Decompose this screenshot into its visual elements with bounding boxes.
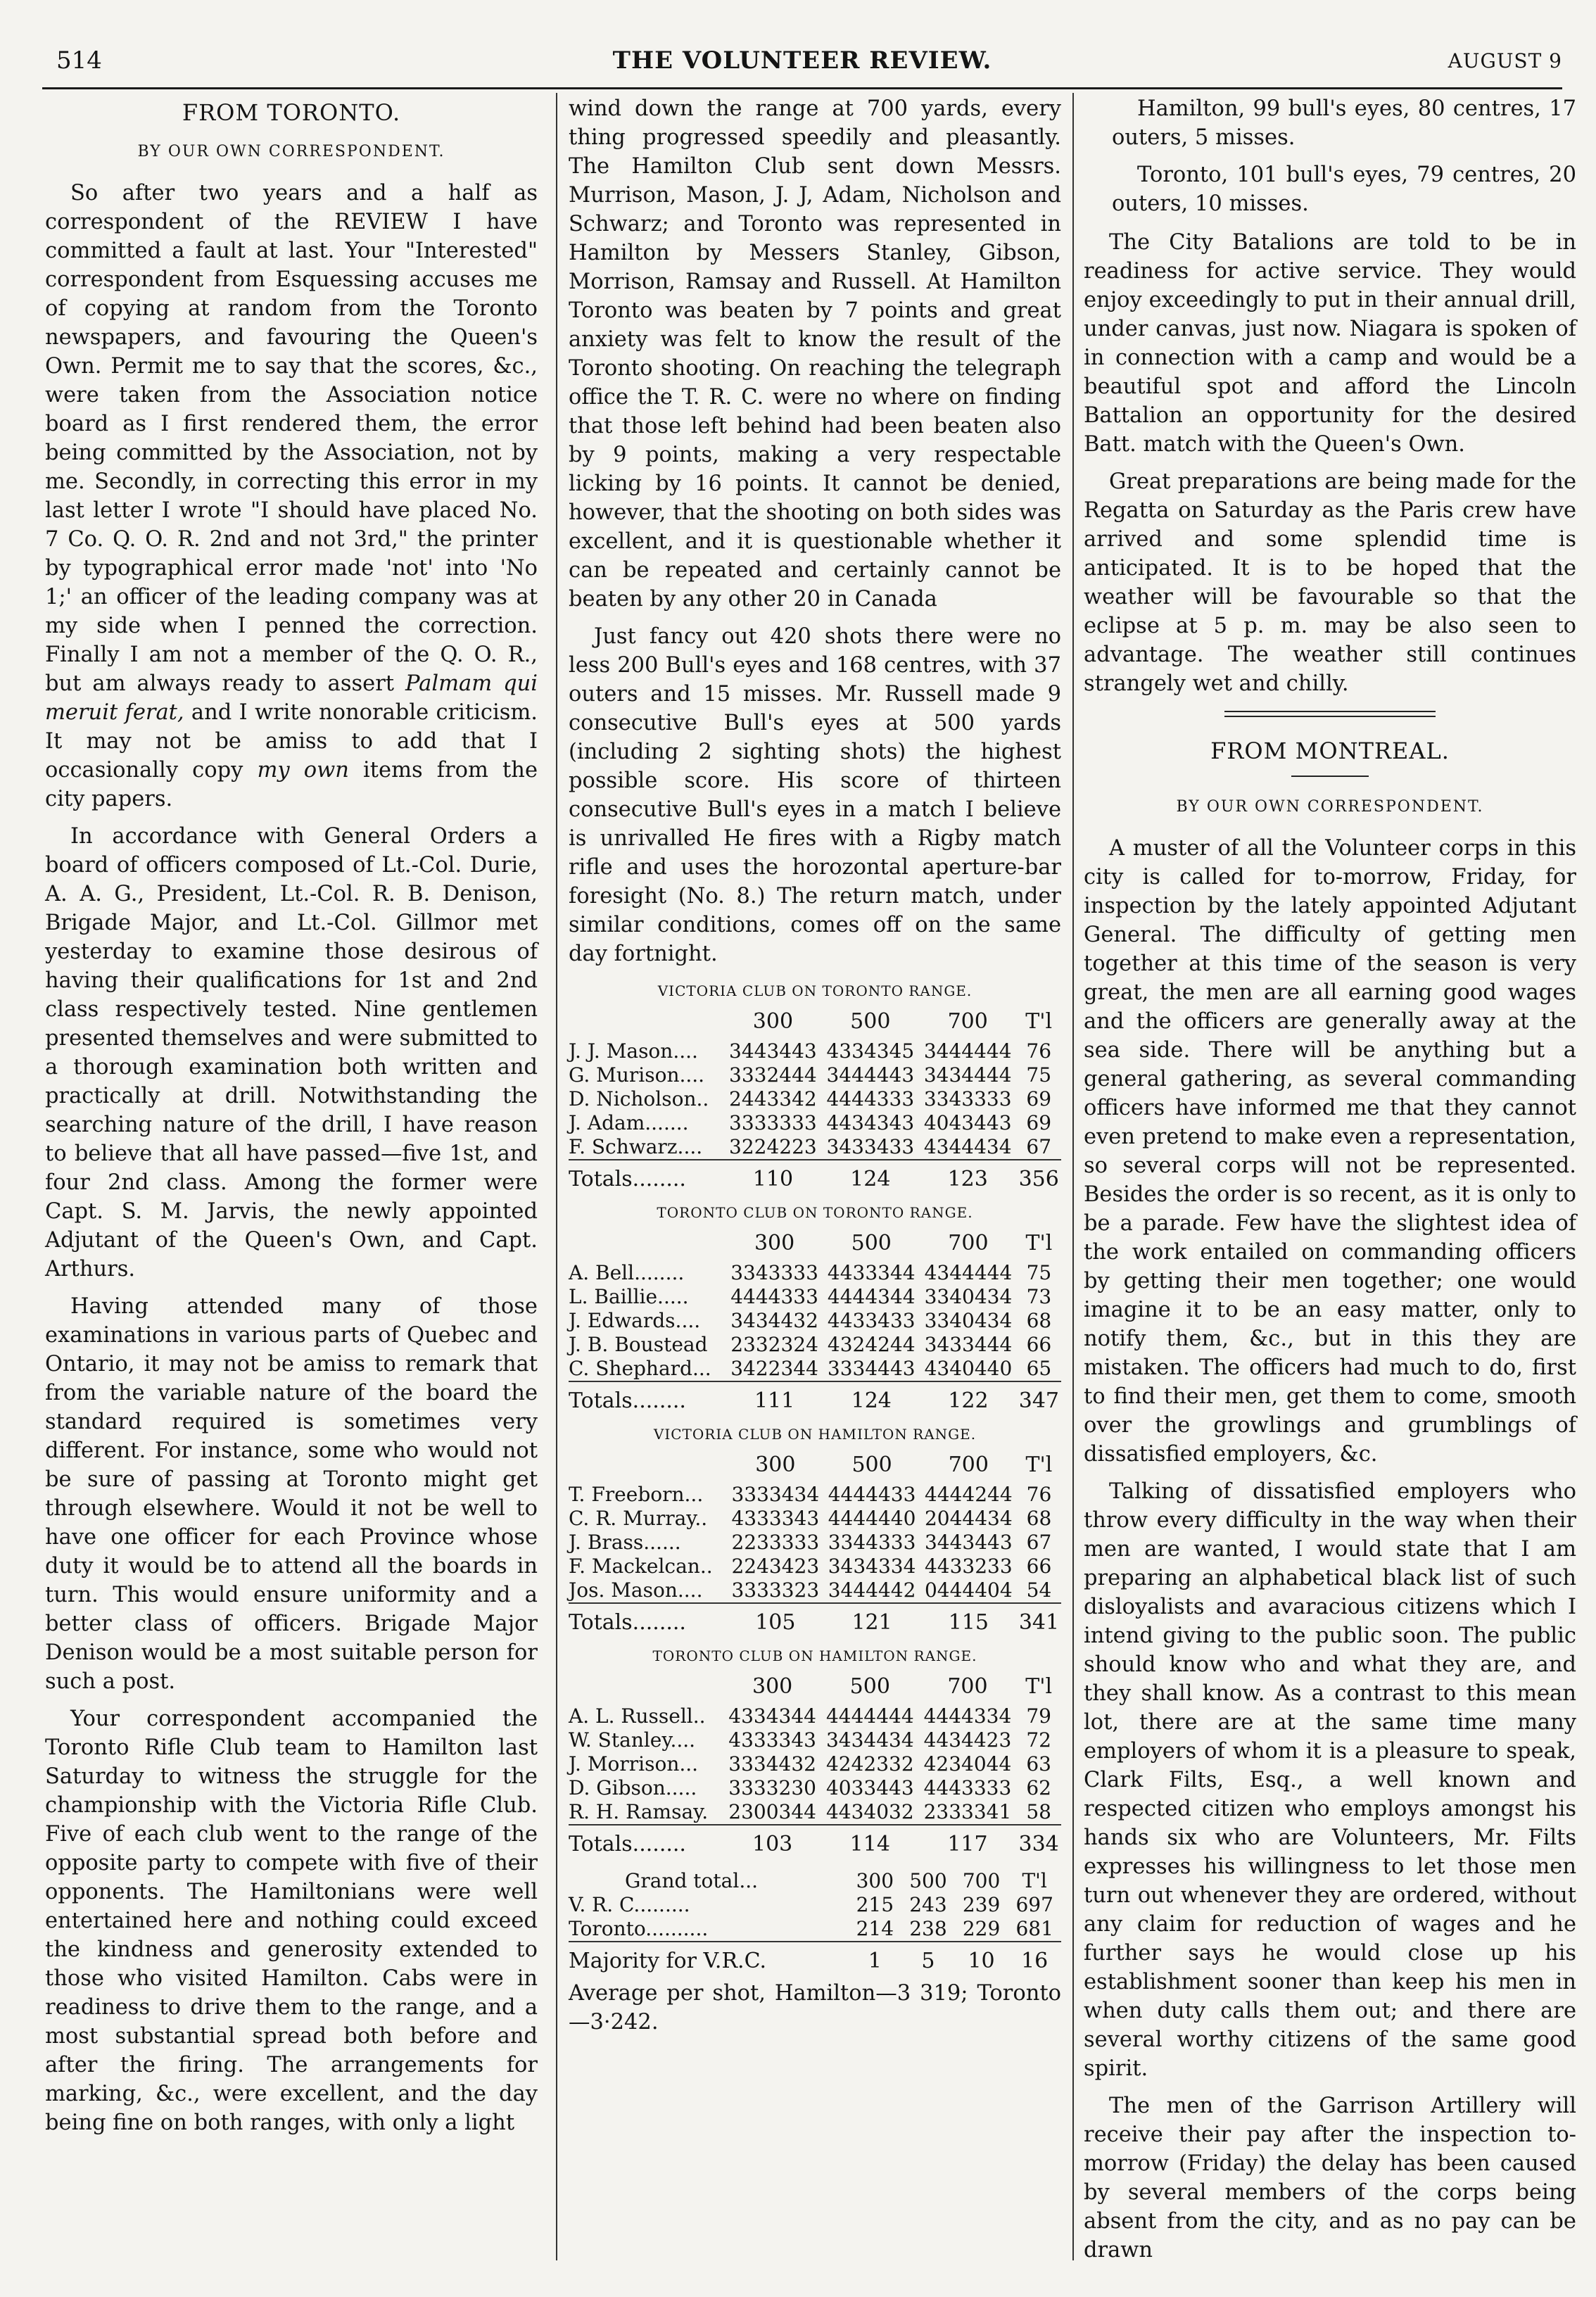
- summary-cell: 700: [962, 1869, 1001, 1892]
- summary-cell: 215: [856, 1893, 894, 1916]
- score-cell: 3443443: [924, 1531, 1013, 1554]
- score-table: [569, 1232, 1061, 1416]
- score-cell: 3224223: [729, 1135, 817, 1158]
- score-cell: 3333434: [731, 1483, 820, 1506]
- score-cell: 4324244: [827, 1333, 916, 1356]
- paragraph: The men of the Garrison Artillery will receive their pay after the inspection to-morrow (Friday) the delay has been caused by several members of the corps being absent from the city, and as no pay can be drawn: [1084, 2094, 1576, 2263]
- score-cell: 0444404: [924, 1578, 1013, 1602]
- score-cell: T'l: [1025, 1009, 1053, 1034]
- score-cell: 3340434: [924, 1309, 1013, 1332]
- score-cell: 347: [1017, 1381, 1061, 1416]
- shooter-name: J. Adam.......: [569, 1111, 689, 1134]
- score-cell: 3433444: [924, 1333, 1013, 1356]
- score-cell: 3343333: [730, 1261, 818, 1284]
- score-cell: 4234044: [923, 1752, 1012, 1776]
- score-cell: 75: [1026, 1063, 1052, 1087]
- publication-title: THE VOLUNTEER REVIEW.: [612, 46, 992, 75]
- score-cell: 4433433: [827, 1309, 916, 1332]
- score-table-caption: TORONTO CLUB ON HAMILTON RANGE.: [652, 1647, 977, 1664]
- column-divider-1: [556, 93, 557, 2260]
- table-row: [569, 1381, 1061, 1416]
- table-row: [569, 1776, 1061, 1800]
- issue-date: AUGUST 9: [1448, 49, 1562, 72]
- score-cell: 3344333: [828, 1531, 916, 1554]
- shooter-name: Totals........: [569, 1825, 723, 1859]
- score-cell: T'l: [1025, 1674, 1053, 1699]
- paragraph: The City Batalions are told to be in readiness for active service. They would enjoy exceedingly to put in their annual drill, under canvas, just now. Niagara is spoken of in connection with a camp and would be a beautiful spot and afford the Lincoln Battalion an opportunity for the desired Batt. match with the Queen's Own.: [1084, 230, 1576, 457]
- table-row: [569, 1704, 1061, 1728]
- heading-rule: [1291, 776, 1369, 777]
- score-cell: 2443342: [729, 1087, 817, 1110]
- shooter-name: D. Gibson.....: [569, 1776, 697, 1799]
- paragraph: Your correspondent accompanied the Toronto Rifle Club team to Hamilton last Saturday to witness the struggle for the championship with the Victoria Rifle Club. Five of each club went to the range of the opposite party to compete with five of their opponents. The Hamiltonians were well entertained here and nothing could exceed the kindness and generosity extended to those who visited Hamilton. Cabs were in readiness to drive them to the range, and a most substantial spread both before and after the firing. The arrangements for marking, &c., were excellent, and the day being fine on both ranges, with only a light: [45, 1707, 538, 2135]
- score-cell: 3334443: [827, 1357, 916, 1380]
- score-cell: 334: [1016, 1825, 1061, 1859]
- score-cell: 123: [919, 1160, 1016, 1194]
- shooter-name: Totals........: [569, 1160, 724, 1194]
- shooter-name: T. Freeborn...: [569, 1483, 704, 1506]
- score-cell: 4043443: [923, 1111, 1012, 1134]
- score-cell: 4344444: [924, 1261, 1013, 1284]
- table-row: [569, 1752, 1061, 1776]
- table-row: [569, 1111, 1061, 1135]
- summary-cell: 16: [1008, 1942, 1061, 1976]
- score-cell: 4444433: [828, 1483, 916, 1506]
- score-cell: 300: [755, 1453, 796, 1477]
- shooter-name: J. J. Mason....: [569, 1039, 698, 1063]
- table-row: [569, 1453, 1061, 1483]
- score-cell: 63: [1026, 1752, 1051, 1776]
- score-table-caption: VICTORIA CLUB ON HAMILTON RANGE.: [653, 1426, 977, 1443]
- score-cell: 4333343: [728, 1728, 816, 1752]
- score-cell: 4444344: [827, 1285, 916, 1308]
- score-cell: T'l: [1025, 1453, 1053, 1477]
- shooter-name: A. L. Russell..: [569, 1704, 706, 1728]
- shooter-name: L. Baillie.....: [569, 1285, 689, 1308]
- shooter-name: [569, 1453, 727, 1483]
- score-cell: 3422344: [730, 1357, 818, 1380]
- summary-cell: 500: [909, 1869, 947, 1892]
- score-cell: 67: [1026, 1531, 1052, 1554]
- score-cell: 300: [752, 1674, 793, 1699]
- score-tables: [569, 977, 1061, 1859]
- score-cell: 68: [1026, 1507, 1052, 1530]
- score-cell: 4444333: [730, 1285, 818, 1308]
- shooter-name: J. Morrison...: [569, 1752, 699, 1776]
- score-cell: 700: [948, 1453, 989, 1477]
- table-row: [569, 1285, 1061, 1309]
- score-cell: 500: [850, 1009, 891, 1034]
- score-cell: 3444443: [826, 1063, 915, 1087]
- summary-label: Grand total...: [625, 1869, 759, 1892]
- shooter-name: R. H. Ramsay.: [569, 1800, 709, 1823]
- score-cell: 500: [851, 1453, 892, 1477]
- score-table-caption: VICTORIA CLUB ON TORONTO RANGE.: [657, 982, 973, 999]
- score-cell: 3340434: [924, 1285, 1013, 1308]
- score-cell: 4433344: [827, 1261, 916, 1284]
- shot-summary-line: Toronto, 101 bull's eyes, 79 centres, 20 outers, 10 misses.: [1112, 163, 1576, 216]
- score-cell: 700: [947, 1009, 988, 1034]
- score-cell: 3434334: [828, 1555, 916, 1578]
- score-cell: 3443443: [729, 1039, 817, 1063]
- page-number: 514: [56, 46, 102, 75]
- score-cell: 2332324: [730, 1333, 818, 1356]
- paragraph: wind down the range at 700 yards, every thing progressed speedily and pleasantly. The Hamilton Club sent down Messrs. Murrison, Mason, J. J, Adam, Nicholson and Schwarz; and Toronto was represented in Hamilton by Messers Stanley, Gibson, Morrison, Ramsay and Russell. At Hamilton Toronto was beaten by 7 points and great anxiety was felt to know the result of the Toronto shooting. On reaching the telegraph office the T. R. C. were no where on finding that those left behind had been beaten also by 9 points, making a very respectable licking by 16 points. It cannot be denied, however, that the shooting on both sides was excellent, and it is questionable whether it can be repeated and certainly cannot be beaten by any other 20 in Canada: [569, 96, 1061, 612]
- score-table-caption: TORONTO CLUB ON TORONTO RANGE.: [657, 1204, 973, 1221]
- score-cell: 79: [1026, 1704, 1051, 1728]
- shooter-name: [569, 1675, 723, 1704]
- shooter-name: A. Bell........: [569, 1261, 685, 1284]
- score-cell: 4444333: [826, 1087, 915, 1110]
- score-cell: 72: [1026, 1728, 1051, 1752]
- score-cell: 124: [822, 1160, 919, 1194]
- score-cell: 76: [1026, 1039, 1052, 1063]
- page-header: [42, 42, 1562, 79]
- summary-cell: 239: [962, 1893, 1001, 1916]
- column-divider-2: [1072, 93, 1074, 2260]
- header-rule: [42, 87, 1562, 89]
- score-cell: 4434423: [923, 1728, 1012, 1752]
- score-cell: 4443333: [923, 1776, 1012, 1799]
- score-cell: 3334432: [728, 1752, 816, 1776]
- score-cell: 122: [920, 1381, 1017, 1416]
- score-table: [569, 1010, 1061, 1194]
- score-cell: 3343333: [923, 1087, 1012, 1110]
- shooter-name: Totals........: [569, 1381, 726, 1416]
- shooter-name: Totals........: [569, 1603, 727, 1638]
- table-row: [569, 1800, 1061, 1825]
- score-cell: 67: [1026, 1135, 1052, 1158]
- section-heading-montreal: FROM MONTREAL.: [1210, 738, 1450, 764]
- paragraph: Talking of dissatisfied employers who throw every difficulty in the way when their men are wanted, I would state that I am preparing an alphabetical black list of such disloyalists and avaracious citizens which I intend giving to the public soon. The public should know who and what they are, and they shall know. As a contrast to this mean lot, there are at the same time many employers of whom it is a pleasure to speak, Clark Filts, Esq., a well known and respected citizen who employs amongst his hands six who are Volunteers, Mr. Filts expresses his willingness to let those men turn out whenever they are ordered, without any claim for reduction of wages and he further says he would close up his establishment sooner than keep his men in when duty calls them out; and there are several worthy citizens of the same good spirit.: [1084, 1479, 1576, 2081]
- paragraph: A muster of all the Volunteer corps in this city is called for to-morrow, Friday, for inspection by the lately appointed Adjutant General. The difficulty of getting men together at this time of the season is very great, the men are all earning good wages and the officers are generally away at the sea side. There will be anything but a general gathering, as several commanding officers have informed me that they cannot even pretend to make even a representation, so several corps will not be represented. Besides the order is so recent, as it is only to be a parade. Few have the slightest idea of the work entailed on commanding officers by getting their men together; one would imagine it to be an easy matter, only to notify them, &c., but in this they are mistaken. The officers had much to do, first to find their men, get them to come, smooth over the growlings and grumblings of dissatisfied employers, &c.: [1084, 836, 1576, 1467]
- score-cell: 4434343: [826, 1111, 915, 1134]
- score-cell: 4333343: [731, 1507, 820, 1530]
- summary-cell: 229: [962, 1917, 1001, 1940]
- table-row: [569, 1555, 1061, 1578]
- average-per-shot: Average per shot, Hamilton—3 319; Toronto—3·242.: [569, 1981, 1061, 2035]
- score-cell: 68: [1026, 1309, 1052, 1332]
- table-row: [569, 1063, 1061, 1087]
- table-row: [569, 1357, 1061, 1381]
- score-table: [569, 1675, 1061, 1859]
- paragraph: Just fancy out 420 shots there were no less 200 Bull's eyes and 168 centres, with 37 outers and 15 misses. Mr. Russell made 9 consecutive Bull's eyes at 500 yards (including 2 sighting shots) the highest possible score. His score of thirteen consecutive Bull's eyes in a match I believe is unrivalled He fires with a Rigby match rifle and uses the horozontal aperture-bar foresight (No. 8.) The return match, under similar conditions, comes off on the same day fortnight.: [569, 624, 1061, 966]
- score-cell: 76: [1026, 1483, 1052, 1506]
- summary-cell: 5: [901, 1942, 955, 1976]
- score-cell: 54: [1026, 1578, 1052, 1602]
- score-cell: 58: [1026, 1800, 1051, 1823]
- score-cell: 3434432: [730, 1309, 818, 1332]
- byline-toronto: BY OUR OWN CORRESPONDENT.: [137, 143, 445, 160]
- score-cell: 69: [1026, 1111, 1052, 1134]
- shooter-name: G. Murison....: [569, 1063, 705, 1087]
- score-cell: 500: [849, 1674, 890, 1699]
- score-cell: 62: [1026, 1776, 1051, 1799]
- score-cell: 4444334: [923, 1704, 1012, 1728]
- score-cell: 700: [947, 1674, 988, 1699]
- score-cell: 115: [920, 1603, 1017, 1638]
- paragraph: In accordance with General Orders a board of officers composed of Lt.-Col. Durie, A. A. G., President, Lt.-Col. R. B. Denison, Brigade Major, and Lt.-Col. Gillmor met yesterday to examine those desirous of having their qualifications for 1st and 2nd class respectively tested. Nine gentlemen presented themselves and were submitted to a thorough examination both written and practically at drill. Notwithstanding the searching nature of the drill, I have reason to believe that all have passed—five 1st, and four 2nd class. Among the former were Capt. S. M. Jarvis, the newly appointed Adjutant of the Queen's Own, and Capt. Arthurs.: [45, 824, 538, 1282]
- paragraph: Great preparations are being made for the Regatta on Saturday as the Paris crew have arrived and some splendid time is anticipated. It is to be hoped that the weather will be favourable so that the eclipse at 5 p. m. may be also seen to advantage. The weather still continues strangely wet and chilly.: [1084, 469, 1576, 696]
- score-cell: 356: [1016, 1160, 1061, 1194]
- table-row: [569, 1531, 1061, 1555]
- table-row: [569, 1261, 1061, 1285]
- table-row: [569, 1039, 1061, 1063]
- summary-cell: T'l: [1022, 1869, 1047, 1892]
- score-cell: 300: [754, 1231, 795, 1255]
- table-row: [569, 1578, 1061, 1603]
- summary-cell: 697: [1015, 1893, 1053, 1916]
- score-cell: 105: [727, 1603, 823, 1638]
- section-divider: [1224, 711, 1436, 717]
- score-cell: 69: [1026, 1087, 1052, 1110]
- table-row: [569, 1507, 1061, 1531]
- score-cell: 3333323: [731, 1578, 820, 1602]
- shooter-name: D. Nicholson..: [569, 1087, 709, 1110]
- shooter-name: [569, 1232, 726, 1261]
- table-row: [569, 1087, 1061, 1111]
- shooter-name: J. Edwards....: [569, 1309, 701, 1332]
- score-cell: 4434032: [825, 1800, 914, 1823]
- score-cell: 66: [1026, 1555, 1052, 1578]
- shooter-name: F. Mackelcan..: [569, 1555, 713, 1578]
- shooter-name: [569, 1010, 724, 1039]
- score-cell: 2300344: [728, 1800, 816, 1823]
- score-cell: 2233333: [731, 1531, 820, 1554]
- summary-cell: 238: [909, 1917, 947, 1940]
- table-row: [569, 1483, 1061, 1507]
- score-cell: 103: [723, 1825, 821, 1859]
- score-cell: 121: [823, 1603, 920, 1638]
- score-cell: 4340440: [924, 1357, 1013, 1380]
- score-cell: 124: [823, 1381, 920, 1416]
- score-cell: 3433433: [826, 1135, 915, 1158]
- shooter-name: J. B. Boustead: [569, 1333, 708, 1356]
- summary-cell: 243: [909, 1893, 947, 1916]
- score-cell: 2243423: [731, 1555, 820, 1578]
- paragraph: Having attended many of those examinations in various parts of Quebec and Ontario, it may not be amiss to remark that from the variable nature of the board the standard required is sometimes very different. For instance, some who would not be sure of passing at Toronto might get through elsewhere. Would it not be well to have one officer for each Province whose duty it would be to attend all the boards in turn. This would ensure uniformity and a better class of officers. Brigade Major Denison would be a most suitable person for such a post.: [45, 1294, 538, 1694]
- score-cell: 700: [948, 1231, 989, 1255]
- summary-cell: 1: [849, 1942, 902, 1976]
- summary-label: Toronto..........: [569, 1917, 709, 1940]
- score-cell: 73: [1026, 1285, 1052, 1308]
- table-row: [569, 1160, 1061, 1194]
- score-cell: 4242332: [825, 1752, 914, 1776]
- score-cell: 4444440: [828, 1507, 916, 1530]
- score-cell: 75: [1026, 1261, 1052, 1284]
- shooter-name: F. Schwarz....: [569, 1135, 703, 1158]
- score-cell: 4033443: [825, 1776, 914, 1799]
- summary-label: Majority for V.R.C.: [569, 1942, 849, 1976]
- table-row: [569, 1728, 1061, 1752]
- shooter-name: C. Shephard...: [569, 1357, 711, 1380]
- summary-cell: 214: [856, 1917, 894, 1940]
- score-cell: 3332444: [729, 1063, 817, 1087]
- score-cell: 341: [1017, 1603, 1061, 1638]
- summary-cell: 300: [856, 1869, 894, 1892]
- paragraph: So after two years and a half as correspondent of the REVIEW I have committed a fault at last. Your "Interested" correspondent from Esquessing accuses me of copying at random from the Toronto newspapers, and favouring the Queen's Own. Permit me to say that the scores, &c., were taken from the Association notice board as I first rendered them, the error being committed by the Association, not by me. Secondly, in correcting this error in my last letter I wrote "I should have placed No. 7 Co. Q. O. R. 2nd and not 3rd," the printer by typographical error made 'not' into 'No 1;' an officer of the leading company was at my side when I penned the correction. Finally I am not a member of the Q. O. R., but am always ready to assert Palmam qui meruit ferat, and I write nonorable criticism. It may not be amiss to add that I occasionally copy my own items from the city papers.: [45, 181, 538, 811]
- score-cell: 3444442: [828, 1578, 916, 1602]
- byline-montreal: BY OUR OWN CORRESPONDENT.: [1176, 798, 1484, 816]
- table-row: [569, 1010, 1061, 1039]
- score-cell: 111: [726, 1381, 823, 1416]
- score-cell: 500: [851, 1231, 892, 1255]
- summary-cell: 10: [955, 1942, 1008, 1976]
- score-cell: 66: [1026, 1333, 1052, 1356]
- score-cell: 3333333: [729, 1111, 817, 1134]
- score-cell: 4334345: [826, 1039, 915, 1063]
- table-row: [569, 1135, 1061, 1160]
- score-cell: 2044434: [924, 1507, 1013, 1530]
- shooter-name: W. Stanley....: [569, 1728, 696, 1752]
- table-row: [569, 1309, 1061, 1333]
- score-cell: 3333230: [728, 1776, 816, 1799]
- score-cell: 65: [1026, 1357, 1052, 1380]
- score-cell: 110: [724, 1160, 821, 1194]
- score-cell: 114: [821, 1825, 919, 1859]
- score-cell: 4433233: [924, 1555, 1013, 1578]
- table-row: [569, 1232, 1061, 1261]
- score-cell: 2333341: [923, 1800, 1012, 1823]
- score-cell: 3444444: [923, 1039, 1012, 1063]
- table-row: [569, 1675, 1061, 1704]
- score-table: [569, 1453, 1061, 1638]
- table-row: [569, 1603, 1061, 1638]
- column-2: [569, 94, 1061, 2045]
- shot-summary-line: Hamilton, 99 bull's eyes, 80 centres, 17 outers, 5 misses.: [1112, 96, 1576, 150]
- summary-label: V. R. C.........: [569, 1893, 690, 1916]
- score-cell: 4444244: [924, 1483, 1013, 1506]
- score-cell: 4444444: [825, 1704, 914, 1728]
- shooter-name: J. Brass......: [569, 1531, 681, 1554]
- column-3: [1084, 94, 1576, 2273]
- shooter-name: Jos. Mason....: [569, 1578, 703, 1602]
- summary-cell: 681: [1015, 1917, 1053, 1940]
- score-cell: 3434444: [923, 1063, 1012, 1087]
- score-cell: 117: [919, 1825, 1017, 1859]
- table-row: [569, 1333, 1061, 1357]
- score-cell: 4344434: [923, 1135, 1012, 1158]
- table-row: [569, 1825, 1061, 1859]
- score-cell: 3434434: [825, 1728, 914, 1752]
- score-cell: 4334344: [728, 1704, 816, 1728]
- shooter-name: C. R. Murray..: [569, 1507, 708, 1530]
- summary-table: [569, 1859, 1061, 1976]
- section-heading-toronto: FROM TORONTO.: [182, 99, 401, 126]
- score-cell: T'l: [1025, 1231, 1053, 1255]
- column-1: [45, 94, 538, 2146]
- score-cell: 300: [752, 1009, 794, 1034]
